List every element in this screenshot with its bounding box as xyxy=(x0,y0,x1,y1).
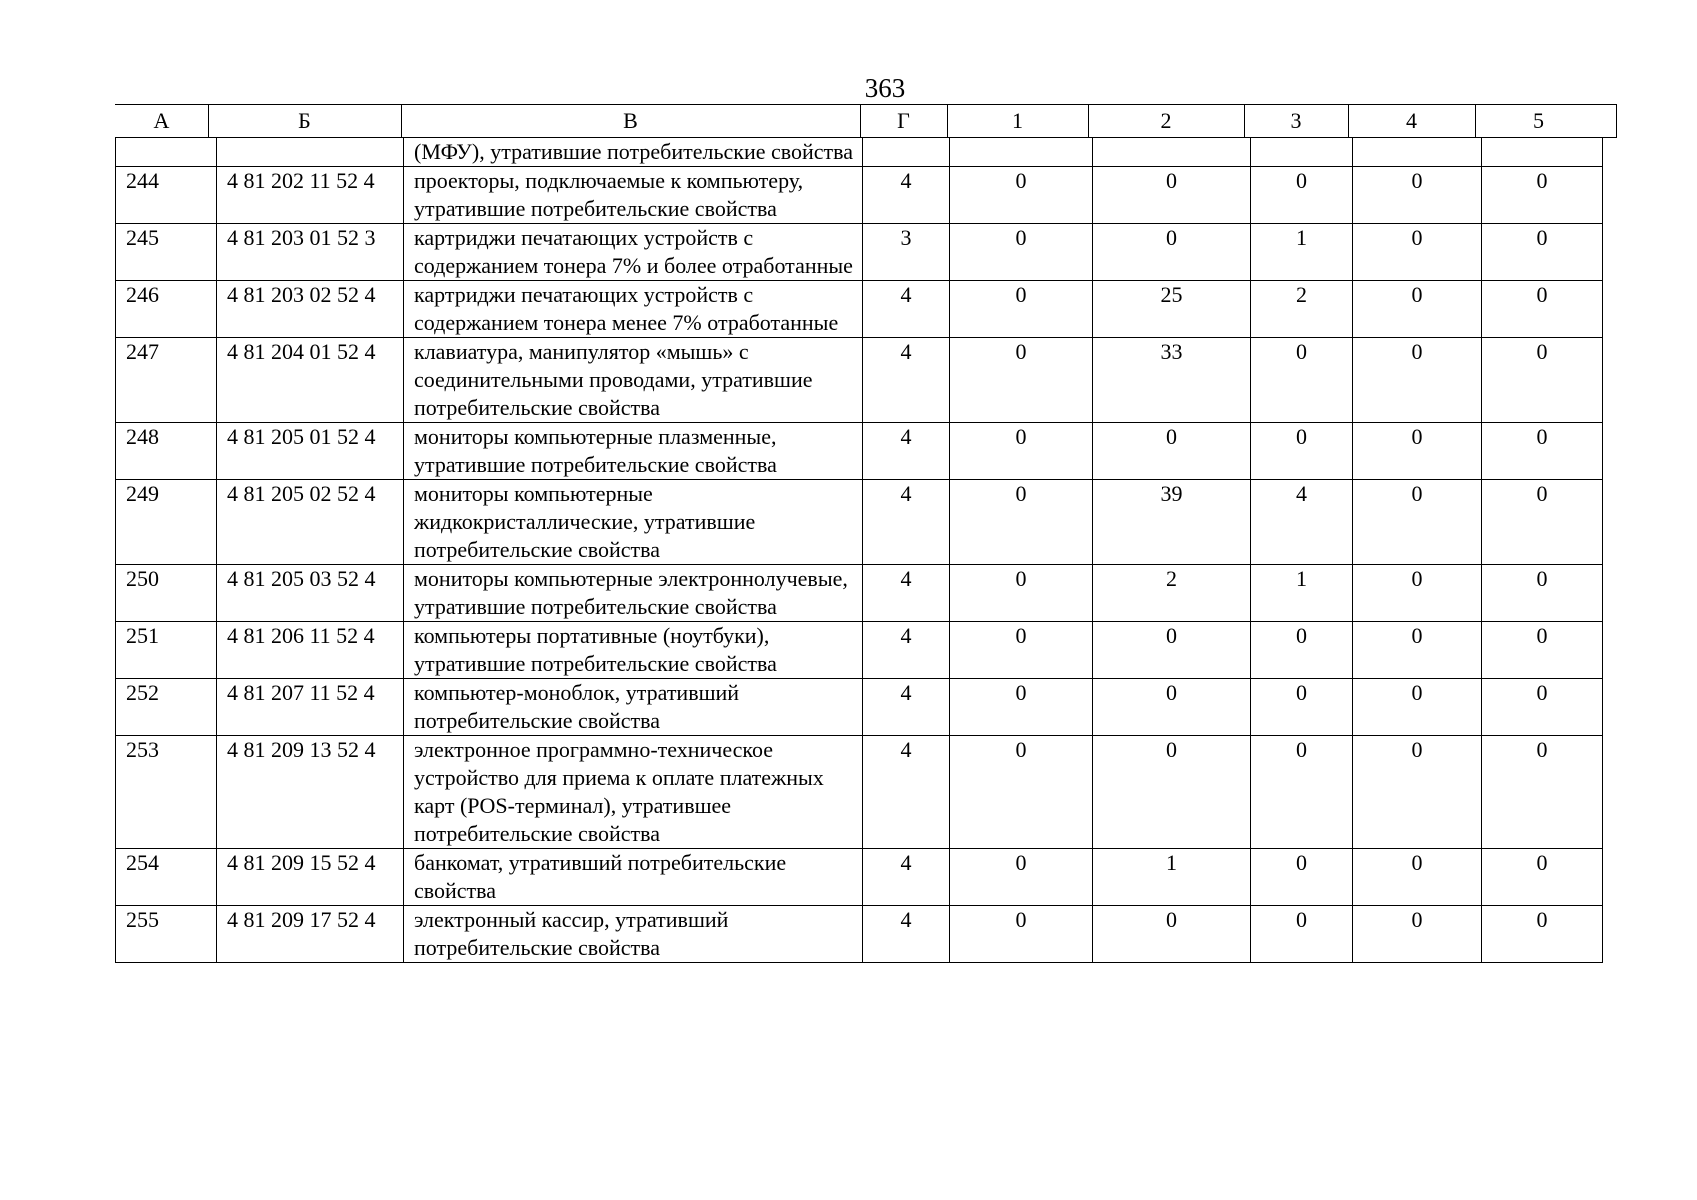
row-number-cell: 248 xyxy=(116,423,217,480)
value-col-2-cell: 0 xyxy=(1093,736,1251,849)
column-header-4: 4 xyxy=(1406,108,1417,133)
value-col-5-cell: 0 xyxy=(1482,565,1603,622)
row-number-cell: 245 xyxy=(116,224,217,281)
value-col-1-cell: 0 xyxy=(950,338,1093,423)
value-col-4-cell: 0 xyxy=(1353,736,1482,849)
waste-description-cell: банкомат, утративший потребительские свойства xyxy=(404,849,863,906)
value-col-3-cell: 0 xyxy=(1251,622,1353,679)
value-col-4-cell: 0 xyxy=(1353,338,1482,423)
value-col-2-cell: 0 xyxy=(1093,906,1251,963)
value-col-1-cell xyxy=(950,138,1093,167)
value-col-2-cell: 25 xyxy=(1093,281,1251,338)
value-col-3-cell: 1 xyxy=(1251,224,1353,281)
hazard-class-cell: 4 xyxy=(863,167,950,224)
value-col-5-cell: 0 xyxy=(1482,423,1603,480)
value-col-4-cell: 0 xyxy=(1353,906,1482,963)
column-header-b: Б xyxy=(298,108,311,133)
waste-description-cell: мониторы компьютерные электроннолучевые, утратившие потребительские свойства xyxy=(404,565,863,622)
table-row xyxy=(116,736,1603,849)
value-col-4-cell: 0 xyxy=(1353,849,1482,906)
column-header-2: 2 xyxy=(1160,108,1172,133)
hazard-class-cell: 4 xyxy=(863,565,950,622)
value-col-5-cell: 0 xyxy=(1482,849,1603,906)
value-col-4-cell: 0 xyxy=(1353,679,1482,736)
value-col-4-cell: 0 xyxy=(1353,281,1482,338)
hazard-class-cell: 4 xyxy=(863,423,950,480)
column-header-5: 5 xyxy=(1533,108,1544,133)
row-number-cell: 246 xyxy=(116,281,217,338)
value-col-5-cell: 0 xyxy=(1482,622,1603,679)
value-col-3-cell: 0 xyxy=(1251,849,1353,906)
waste-description-cell: проекторы, подключаемые к компьютеру, утратившие потребительские свойства xyxy=(404,167,863,224)
hazard-class-cell: 4 xyxy=(863,906,950,963)
hazard-class-cell: 4 xyxy=(863,281,950,338)
hazard-class-cell xyxy=(863,138,950,167)
table-row xyxy=(116,679,1603,736)
value-col-3-cell: 0 xyxy=(1251,338,1353,423)
hazard-class-cell: 4 xyxy=(863,338,950,423)
waste-code-cell: 4 81 205 02 52 4 xyxy=(217,480,404,565)
hazard-class-cell: 4 xyxy=(863,736,950,849)
value-col-5-cell: 0 xyxy=(1482,480,1603,565)
waste-description-cell: клавиатура, манипулятор «мышь» с соединительными проводами, утратившие потребительские свойства xyxy=(404,338,863,423)
value-col-1-cell: 0 xyxy=(950,423,1093,480)
column-header-g: Г xyxy=(897,108,910,133)
waste-code-cell xyxy=(217,138,404,167)
waste-description-cell: компьютеры портативные (ноутбуки), утратившие потребительские свойства xyxy=(404,622,863,679)
value-col-5-cell xyxy=(1482,138,1603,167)
value-col-4-cell: 0 xyxy=(1353,565,1482,622)
column-header-a: А xyxy=(153,108,170,133)
waste-code-cell: 4 81 207 11 52 4 xyxy=(217,679,404,736)
waste-code-cell: 4 81 204 01 52 4 xyxy=(217,338,404,423)
value-col-3-cell: 0 xyxy=(1251,167,1353,224)
value-col-3-cell: 2 xyxy=(1251,281,1353,338)
waste-description-cell: картриджи печатающих устройств с содержанием тонера менее 7% отработанные xyxy=(404,281,863,338)
hazard-class-cell: 3 xyxy=(863,224,950,281)
value-col-2-cell: 0 xyxy=(1093,622,1251,679)
table-header-row xyxy=(115,104,1617,138)
waste-code-cell: 4 81 206 11 52 4 xyxy=(217,622,404,679)
page-number: 363 xyxy=(864,73,906,103)
value-col-1-cell: 0 xyxy=(950,224,1093,281)
row-number-cell: 244 xyxy=(116,167,217,224)
table-row xyxy=(116,224,1603,281)
column-header-3: 3 xyxy=(1290,108,1302,133)
value-col-2-cell: 0 xyxy=(1093,167,1251,224)
column-header-v: В xyxy=(623,108,638,133)
value-col-3-cell xyxy=(1251,138,1353,167)
row-number-cell xyxy=(116,138,217,167)
waste-description-cell: компьютер-моноблок, утративший потребительские свойства xyxy=(404,679,863,736)
waste-code-cell: 4 81 209 13 52 4 xyxy=(217,736,404,849)
row-number-cell: 251 xyxy=(116,622,217,679)
value-col-5-cell: 0 xyxy=(1482,736,1603,849)
value-col-3-cell: 0 xyxy=(1251,423,1353,480)
value-col-2-cell: 33 xyxy=(1093,338,1251,423)
waste-code-cell: 4 81 203 02 52 4 xyxy=(217,281,404,338)
value-col-1-cell: 0 xyxy=(950,281,1093,338)
value-col-5-cell: 0 xyxy=(1482,906,1603,963)
value-col-2-cell: 2 xyxy=(1093,565,1251,622)
row-number-cell: 249 xyxy=(116,480,217,565)
table-row xyxy=(116,423,1603,480)
waste-description-cell: электронный кассир, утративший потребительские свойства xyxy=(404,906,863,963)
hazard-class-cell: 4 xyxy=(863,622,950,679)
table-row xyxy=(116,138,1603,167)
row-number-cell: 254 xyxy=(116,849,217,906)
value-col-1-cell: 0 xyxy=(950,906,1093,963)
waste-code-cell: 4 81 209 15 52 4 xyxy=(217,849,404,906)
table-row xyxy=(116,849,1603,906)
value-col-1-cell: 0 xyxy=(950,736,1093,849)
hazard-class-cell: 4 xyxy=(863,849,950,906)
value-col-4-cell: 0 xyxy=(1353,224,1482,281)
waste-code-cell: 4 81 202 11 52 4 xyxy=(217,167,404,224)
waste-description-cell: картриджи печатающих устройств с содержанием тонера 7% и более отработанные xyxy=(404,224,863,281)
value-col-5-cell: 0 xyxy=(1482,224,1603,281)
value-col-4-cell: 0 xyxy=(1353,167,1482,224)
hazard-class-cell: 4 xyxy=(863,679,950,736)
value-col-1-cell: 0 xyxy=(950,565,1093,622)
waste-code-cell: 4 81 205 01 52 4 xyxy=(217,423,404,480)
value-col-1-cell: 0 xyxy=(950,167,1093,224)
row-number-cell: 247 xyxy=(116,338,217,423)
waste-code-cell: 4 81 209 17 52 4 xyxy=(217,906,404,963)
value-col-5-cell: 0 xyxy=(1482,167,1603,224)
table-row xyxy=(116,167,1603,224)
row-number-cell: 250 xyxy=(116,565,217,622)
header-divider xyxy=(1616,105,1617,137)
table-row xyxy=(116,906,1603,963)
value-col-3-cell: 0 xyxy=(1251,679,1353,736)
value-col-1-cell: 0 xyxy=(950,480,1093,565)
value-col-2-cell: 1 xyxy=(1093,849,1251,906)
table-row xyxy=(116,622,1603,679)
row-number-cell: 253 xyxy=(116,736,217,849)
value-col-5-cell: 0 xyxy=(1482,338,1603,423)
value-col-1-cell: 0 xyxy=(950,622,1093,679)
value-col-3-cell: 0 xyxy=(1251,736,1353,849)
value-col-2-cell: 0 xyxy=(1093,679,1251,736)
value-col-2-cell: 0 xyxy=(1093,224,1251,281)
value-col-4-cell: 0 xyxy=(1353,622,1482,679)
waste-description-cell: (МФУ), утратившие потребительские свойства xyxy=(404,138,863,167)
value-col-5-cell: 0 xyxy=(1482,679,1603,736)
column-header-1: 1 xyxy=(1012,108,1023,133)
value-col-3-cell: 4 xyxy=(1251,480,1353,565)
table-row xyxy=(116,338,1603,423)
value-col-1-cell: 0 xyxy=(950,849,1093,906)
value-col-3-cell: 0 xyxy=(1251,906,1353,963)
value-col-2-cell xyxy=(1093,138,1251,167)
row-number-cell: 255 xyxy=(116,906,217,963)
row-number-cell: 252 xyxy=(116,679,217,736)
hazard-class-cell: 4 xyxy=(863,480,950,565)
waste-code-cell: 4 81 203 01 52 3 xyxy=(217,224,404,281)
value-col-4-cell: 0 xyxy=(1353,480,1482,565)
value-col-3-cell: 1 xyxy=(1251,565,1353,622)
value-col-1-cell: 0 xyxy=(950,679,1093,736)
table-row xyxy=(116,281,1603,338)
value-col-5-cell: 0 xyxy=(1482,281,1603,338)
waste-registry-table xyxy=(115,137,1603,963)
waste-description-cell: мониторы компьютерные жидкокристаллические, утратившие потребительские свойства xyxy=(404,480,863,565)
waste-code-cell: 4 81 205 03 52 4 xyxy=(217,565,404,622)
table-body xyxy=(116,138,1603,963)
value-col-2-cell: 0 xyxy=(1093,423,1251,480)
table-row xyxy=(116,480,1603,565)
table-row xyxy=(116,565,1603,622)
waste-description-cell: электронное программно-техническое устройство для приема к оплате платежных карт (POS-терминал), утратившее потребительские свойства xyxy=(404,736,863,849)
value-col-4-cell: 0 xyxy=(1353,423,1482,480)
value-col-2-cell: 39 xyxy=(1093,480,1251,565)
value-col-4-cell xyxy=(1353,138,1482,167)
waste-description-cell: мониторы компьютерные плазменные, утратившие потребительские свойства xyxy=(404,423,863,480)
